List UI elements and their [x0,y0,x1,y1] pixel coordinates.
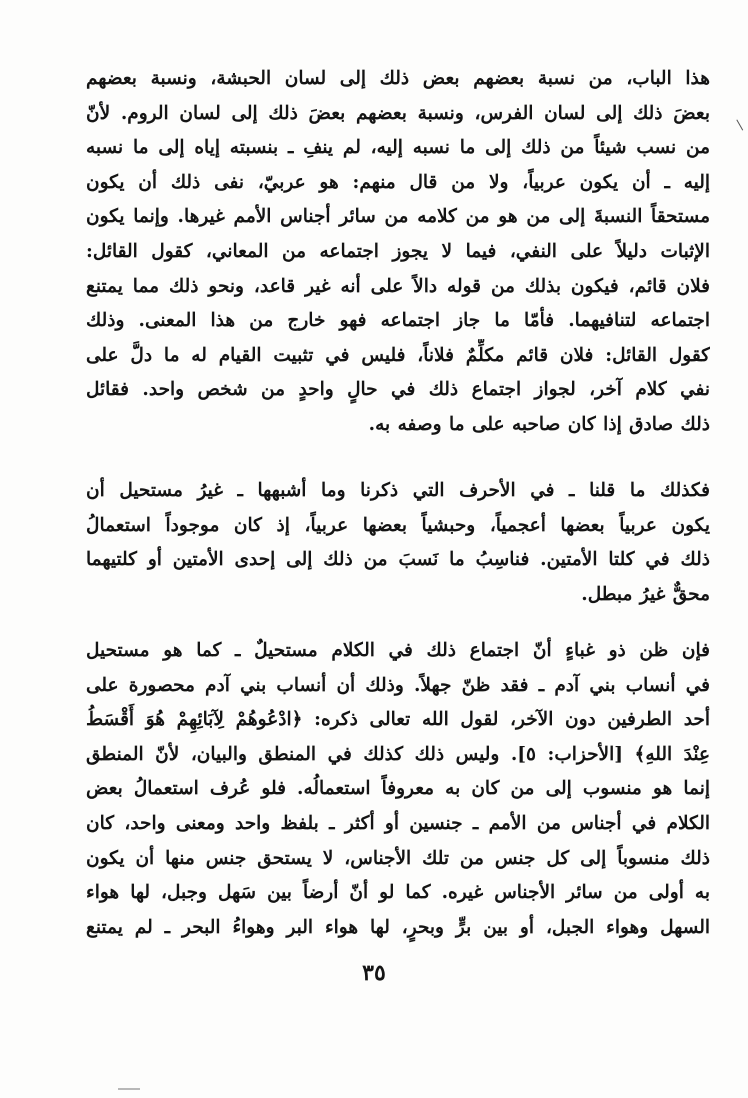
text-line: به أولى من سائر الأجناس غيره. كما لو أنّ أرضاً بين سَهل وجبل، لها هواء [86,882,710,904]
text-line: مستحقاً النسبةَ إلى من هو من كلامه من سائر أجناس الأمم غيرها. وإنما يكون [86,206,710,228]
text-line: أحد الطرفين دون الآخر، لقول الله تعالى ذكره: ﴿ادْعُوهُمْ لِآبَائِهِمْ هُوَ أَقْسَطُ [86,709,710,731]
text-line: الإثبات دليلاً على النفي، فيما لا يجوز اجتماعه من المعاني، كقول القائل: [86,240,710,262]
text-line: محقٌّ غيرُ مبطل. [581,583,710,605]
text-line: ذلك صادق إذا كان صاحبه على ما وصفه به. [368,413,710,435]
text-line: إنما هو منسوب إلى من كان به معروفاً استعمالُه. فلو عُرف استعمالُ بعض [86,778,710,800]
paragraph-2 [86,474,710,612]
paragraph-3 [86,634,710,945]
text-line: اجتماعه لتنافيهما. فأمّا ما جاز اجتماعه فهو خارج من هذا المعنى. وذلك [86,310,710,332]
text-line: الكلام في أجناس من الأمم ـ جنسين أو أكثر ـ بلفظ واحد ومعنى واحد، كان [86,812,710,834]
text-line: السهل وهواء الجبل، أو بين برٍّ وبحرٍ، لها هواء البر وهواءُ البحر ـ لم يمتنع [86,916,710,938]
text-line: فكذلك ما قلنا ـ في الأحرف التي ذكرنا وما أشبهها ـ غيرُ مستحيل أن [86,480,710,501]
text-line: ذلك في كلتا الأمتين. فناسِبُ ما نَسبَ من ذلك إلى إحدى الأمتين أو كلتيهما [86,549,710,571]
text-line: بعضَ ذلك إلى لسان الفرس، ونسبة بعضهم بعضَ ذلك إلى لسان الروم. لأنّ [86,102,710,124]
text-line: ذلك منسوباً إلى كل جنس من تلك الأجناس، لا يستحق جنس منها أن يكون [86,847,710,869]
page-number: ٣٥ [362,960,386,986]
text-line: يكون عربياً بعضها أعجمياً، وحبشياً بعضها عربياً، إذ كان موجوداً استعمالُ [86,514,710,536]
text-line: عِنْدَ اللهِ﴾ [الأحزاب: ٥]. وليس ذلك كذلك في المنطق والبيان، لأنّ المنطق [86,743,710,765]
text-line: كقول القائل: فلان قائم مكلِّمٌ فلاناً، فليس في تثبيت القيام له ما دلَّ على [86,344,710,366]
text-line: إليه ـ أن يكون عربياً، ولا من قال منهم: هو عربيّ، نفى ذلك أن يكون [86,171,710,193]
text-line: نفي كلام آخر، لجواز اجتماع ذلك في حالٍ واحدٍ من شخص واحد. فقائل [86,379,710,401]
text-line: في أنساب بني آدم ـ فقد ظنّ جهلاً. وذلك أن أنساب بني آدم محصورة على [86,674,710,696]
scan-smudge [118,1088,140,1090]
text-line: من نسب شيئاً من ذلك إلى ما نسبه إليه، لم ينفِ ـ بنسبته إياه إلى ما نسبه [86,137,710,159]
paragraph-1 [86,62,710,443]
text-line: فلان قائم، فيكون بذلك من قوله دالاً على أنه غير قاعد، ونحو ذلك مما يمتنع [86,275,710,297]
margin-mark [736,118,746,131]
text-line: هذا الباب، من نسبة بعضهم بعض ذلك إلى لسان الحبشة، ونسبة بعضهم [86,68,710,89]
text-line: فإن ظن ذو غباءٍ أنّ اجتماع ذلك في الكلام مستحيلٌ ـ كما هو مستحيل [86,640,710,661]
